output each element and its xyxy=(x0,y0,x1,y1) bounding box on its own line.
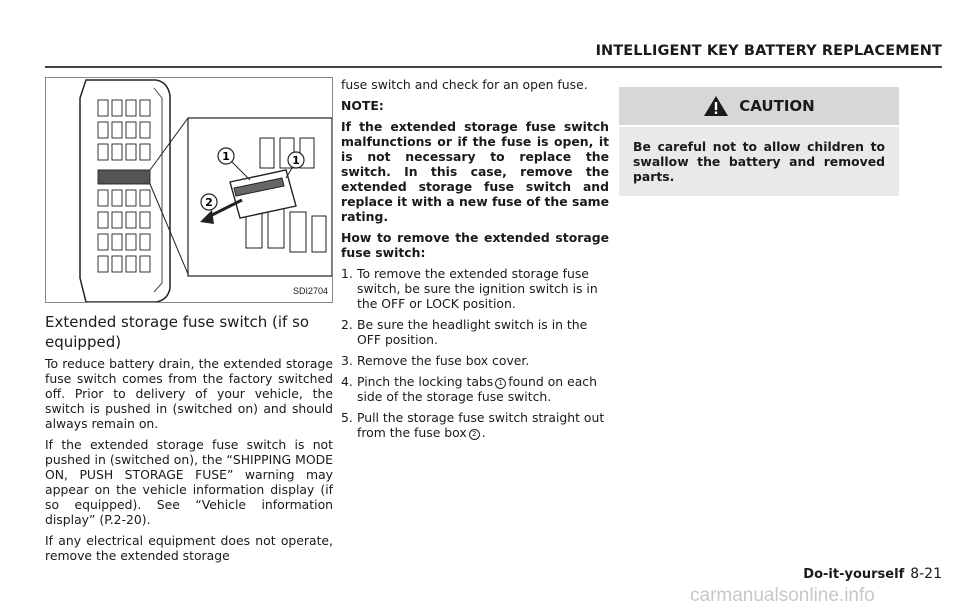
circled-number-icon: 1 xyxy=(495,378,506,389)
step-text: Remove the fuse box cover. xyxy=(357,353,530,368)
step-text: Pinch the locking tabs xyxy=(357,374,494,389)
note-label: NOTE: xyxy=(341,98,384,113)
page-footer xyxy=(803,566,942,582)
step-number: 4. xyxy=(341,374,353,389)
howto-heading: How to remove the extended storage fuse switch: xyxy=(341,230,609,260)
step-number: 3. xyxy=(341,353,353,368)
callout-2: 2 xyxy=(205,196,213,209)
note-text: If the extended storage fuse switch malfunctions or if the fuse is open, it is not necessary to replace the switch. In this case, remove the extended storage fuse switch and replace it with a new fuse of the same rating. xyxy=(341,119,609,224)
caution-box xyxy=(619,87,899,196)
page-number: 8-21 xyxy=(910,566,942,582)
column-3 xyxy=(619,77,899,196)
caution-title: CAUTION xyxy=(739,96,815,115)
figure-code: SDI2704 xyxy=(292,286,328,296)
list-item xyxy=(341,266,609,311)
paragraph-3: If any electrical equipment does not operate, remove the extended storage xyxy=(45,533,333,563)
watermark: carmanualsonline.info xyxy=(690,585,875,606)
step-text: Pull the storage fuse switch straight out from the fuse box xyxy=(357,410,605,440)
paragraph-2: If the extended storage fuse switch is not pushed in (switched on), the “SHIPPING MODE ON, PUSH STORAGE FUSE” warning may appear on the vehicle information display (if so equipped). See “Vehicle information display” (P.2-20). xyxy=(45,437,333,527)
fuse-box-figure xyxy=(45,77,333,303)
list-item xyxy=(341,374,609,404)
list-item xyxy=(341,317,609,347)
step-text: Be sure the headlight switch is in the OFF position. xyxy=(357,317,588,347)
paragraph-continued: fuse switch and check for an open fuse. xyxy=(341,77,588,92)
step-text: found on each side of the storage fuse switch. xyxy=(357,374,597,404)
callout-1: 1 xyxy=(222,150,230,163)
column-1 xyxy=(45,77,333,569)
step-number: 5. xyxy=(341,410,353,425)
fuse-box-illustration xyxy=(46,78,333,303)
step-number: 2. xyxy=(341,317,353,332)
warning-triangle-icon xyxy=(703,95,729,117)
header-rule xyxy=(45,66,942,68)
step-number: 1. xyxy=(341,266,353,281)
list-item xyxy=(341,353,609,368)
step-text: To remove the extended storage fuse switch, be sure the ignition switch is in the OFF or LOCK position. xyxy=(357,266,598,311)
list-item xyxy=(341,410,609,440)
callout-1b: 1 xyxy=(292,154,300,167)
caution-header xyxy=(619,87,899,125)
caution-text: Be careful not to allow children to swallow the battery and removed parts. xyxy=(619,127,899,196)
step-text: . xyxy=(481,425,486,440)
footer-section: Do-it-yourself xyxy=(803,567,905,582)
steps-list xyxy=(341,266,609,440)
section-title: Extended storage fuse switch (if so equipped) xyxy=(45,313,310,351)
page-header-title: INTELLIGENT KEY BATTERY REPLACEMENT xyxy=(595,43,942,59)
column-2 xyxy=(341,77,609,446)
paragraph-1: To reduce battery drain, the extended storage fuse switch comes from the factory switched off. Prior to delivery of your vehicle, the switch is pushed in (switched on) and should always remain on. xyxy=(45,356,333,431)
circled-number-icon: 2 xyxy=(469,429,480,440)
